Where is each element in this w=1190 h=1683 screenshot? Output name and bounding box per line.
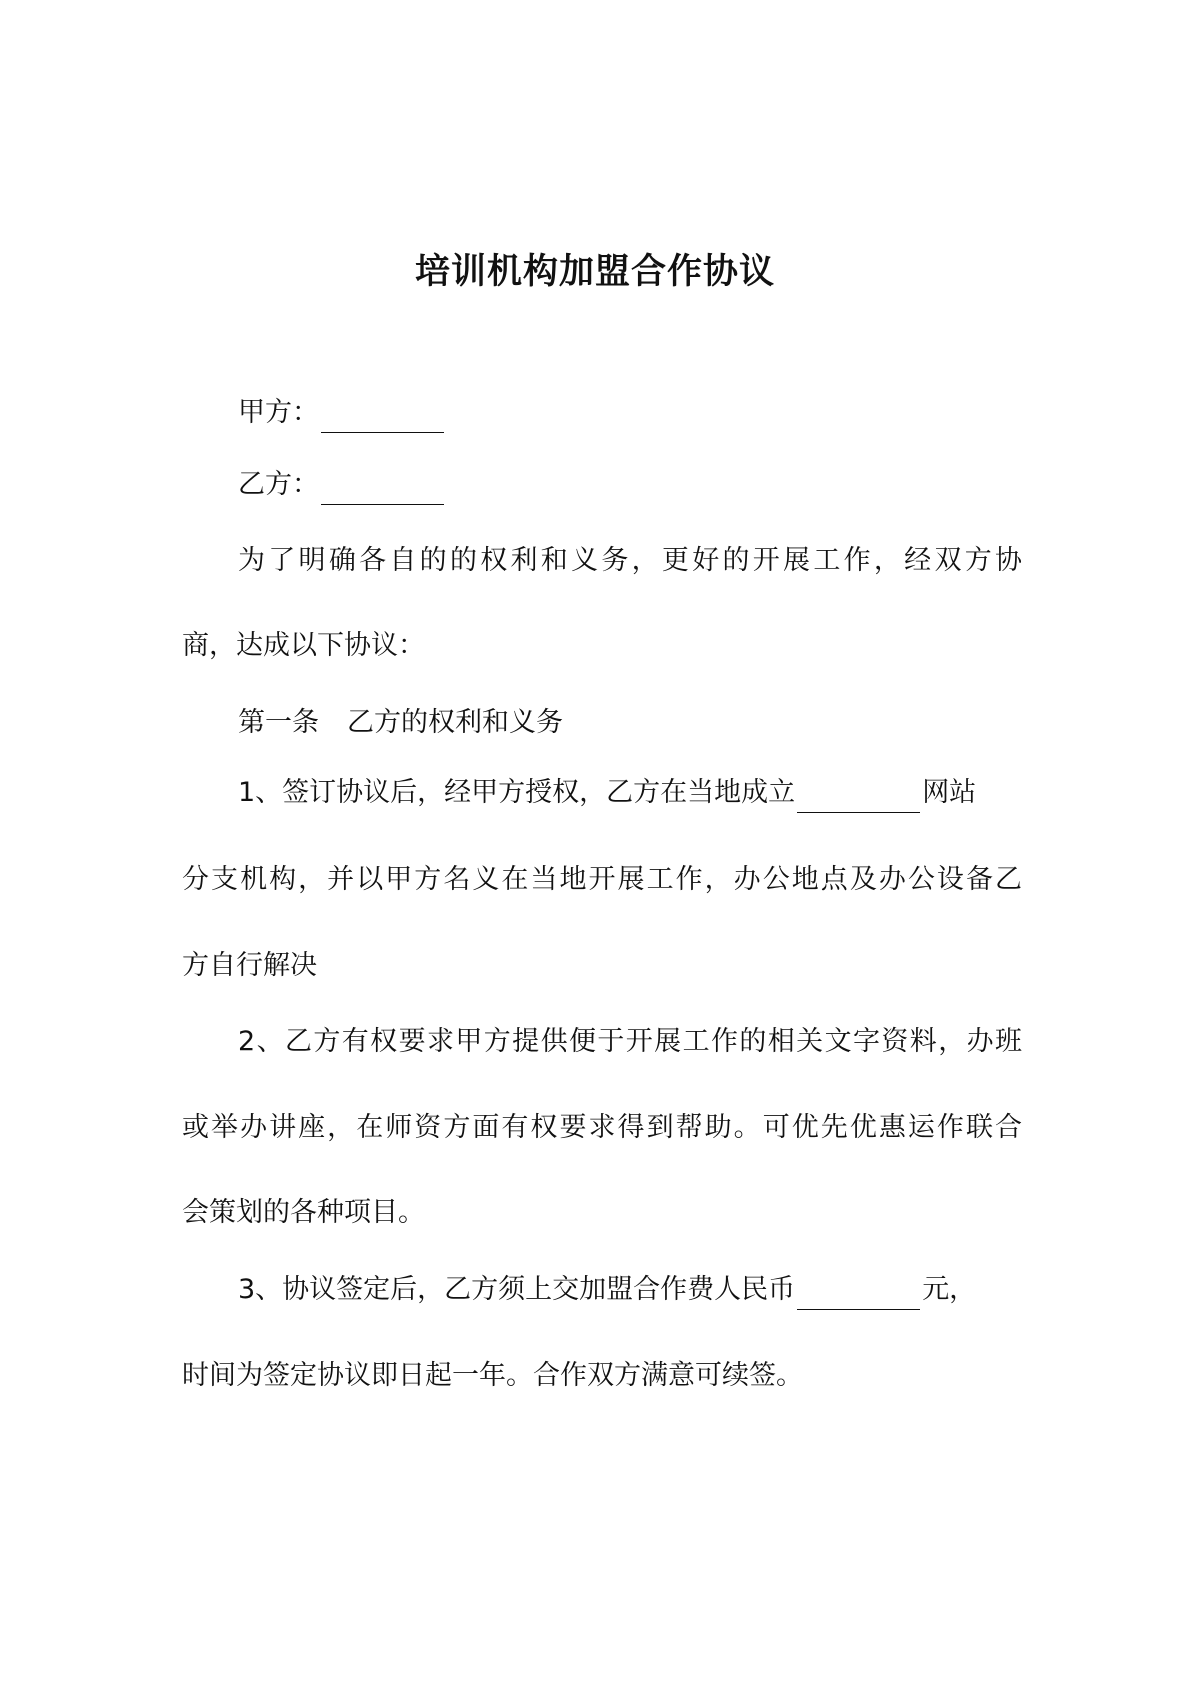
clause-3-line-2: 时间为签定协议即日起一年。合作双方满意可续签。 [182,1360,803,1391]
party-a-blank[interactable] [321,402,444,433]
article-1-number: 第一条 [238,707,319,738]
party-b-label: 乙方： [238,469,319,500]
article-1-title: 乙方的权利和义务 [347,707,563,738]
intro-line-2: 商，达成以下协议： [182,630,425,661]
clause-3-text-after: 元， [922,1274,977,1305]
party-a-line [238,393,1022,433]
clause-1-text-after: 网站 [922,777,977,808]
website-name-blank[interactable] [797,782,920,813]
party-a-label: 甲方： [238,397,319,428]
party-b-blank[interactable] [321,474,444,505]
clause-1-line-2: 分支机构，并以甲方名义在当地开展工作，办公地点及办公设备乙 [182,864,1022,895]
clause-1-line-1 [238,773,1022,813]
clause-3-text-before: 3、协议签定后，乙方须上交加盟合作费人民币 [238,1274,796,1305]
clause-3-line-1 [238,1270,1022,1310]
document-title: 培训机构加盟合作协议 [414,251,775,292]
fee-amount-blank[interactable] [797,1279,920,1310]
article-1-heading [238,703,1022,743]
clause-2-line-2: 或举办讲座，在师资方面有权要求得到帮助。可优先优惠运作联合 [182,1112,1022,1143]
clause-2-line-3: 会策划的各种项目。 [182,1197,425,1228]
clause-1-line-3: 方自行解决 [182,950,317,981]
clause-2-line-1: 2、乙方有权要求甲方提供便于开展工作的相关文字资料，办班 [238,1026,1022,1057]
intro-line-1: 为了明确各自的的权利和义务，更好的开展工作，经双方协 [238,545,1022,576]
party-b-line [238,465,1022,505]
clause-1-text-before: 1、签订协议后，经甲方授权，乙方在当地成立 [238,777,796,808]
